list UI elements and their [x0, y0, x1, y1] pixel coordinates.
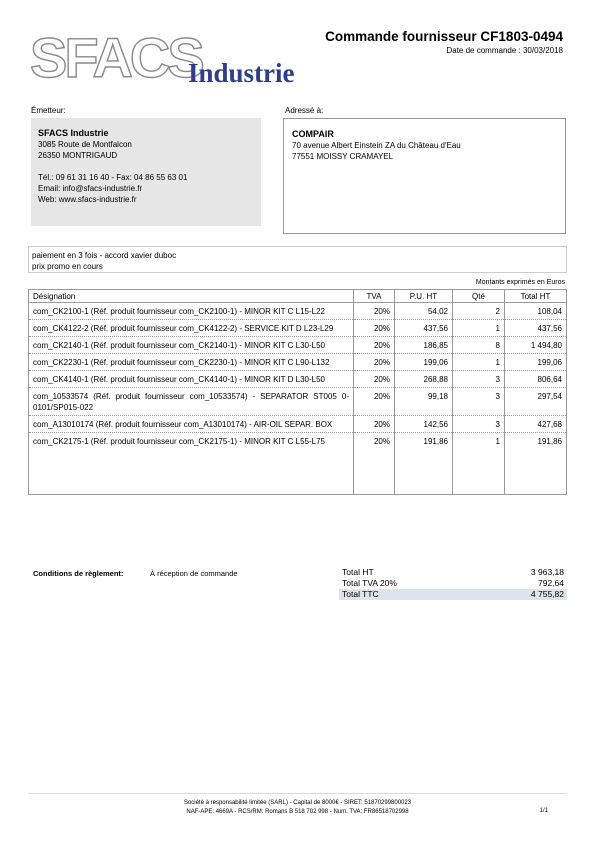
cell-designation: com_CK4122-2 (Réf. produit fournisseur com_CK4122-2) - SERVICE KIT D L23-L29 — [29, 320, 354, 337]
cell-tva: 20% — [354, 354, 395, 371]
cell-quantity: 3 — [453, 416, 505, 433]
header-quantity: Qté — [453, 290, 505, 303]
cell-quantity: 1 — [453, 354, 505, 371]
total-tva-label: Total TVA 20% — [342, 578, 397, 588]
page-number: 1/1 — [539, 808, 548, 814]
emitter-address2: 26350 MONTRIGAUD — [38, 151, 118, 160]
cell-designation: com_CK2175-1 (Réf. produit fournisseur com_CK2175-1) - MINOR KIT C L55-L75 — [29, 433, 354, 450]
recipient-address1: 70 avenue Albert Einstein ZA du Château d'Eau — [292, 141, 461, 150]
logo-brand: SFACS — [30, 26, 202, 89]
company-logo — [30, 26, 330, 90]
total-ht-row — [339, 567, 567, 578]
table-row — [29, 416, 567, 433]
cell-total: 437,56 — [505, 320, 567, 337]
cell-quantity: 3 — [453, 388, 505, 416]
total-ttc-label: Total TTC — [342, 589, 379, 599]
total-tva-row — [339, 578, 567, 589]
table-row — [29, 354, 567, 371]
cell-unit-price: 54,02 — [395, 303, 453, 320]
table-row — [29, 337, 567, 354]
note-line-2: prix promo en cours — [32, 262, 103, 271]
cell-designation: com_10533574 (Réf. produit fournisseur com_10533574) - SEPARATOR ST005 0-0101/SP015-022 — [29, 388, 354, 416]
cell-tva: 20% — [354, 416, 395, 433]
recipient-address2: 77551 MOISSY CRAMAYEL — [292, 152, 394, 161]
cell-total: 1 494,80 — [505, 337, 567, 354]
cell-quantity: 1 — [453, 433, 505, 450]
cell-total: 427,68 — [505, 416, 567, 433]
emitter-address1: 3085 Route de Montfalcon — [38, 140, 132, 149]
cell-designation: com_CK2230-1 (Réf. produit fournisseur com_CK2230-1) - MINOR KIT C L90-L132 — [29, 354, 354, 371]
cell-tva: 20% — [354, 303, 395, 320]
cell-tva: 20% — [354, 337, 395, 354]
payment-terms-value: À réception de commande — [150, 569, 238, 578]
order-lines-table — [28, 289, 567, 495]
footer-line-1: Société à responsabilité limitée (SARL) - Capital de 8000€ - SIRET: 51870299800023 — [183, 800, 412, 806]
table-header-row — [29, 290, 567, 303]
cell-total: 806,64 — [505, 371, 567, 388]
cell-unit-price: 186,85 — [395, 337, 453, 354]
recipient-name: COMPAIR — [292, 129, 334, 139]
table-row — [29, 433, 567, 450]
cell-quantity: 2 — [453, 303, 505, 320]
table-filler-row — [29, 449, 567, 495]
legal-footer — [0, 799, 595, 817]
emitter-web: Web: www.sfacs-industrie.fr — [38, 195, 137, 204]
currency-note: Montants exprimés en Euros — [475, 279, 565, 286]
cell-quantity: 8 — [453, 337, 505, 354]
cell-tva: 20% — [354, 320, 395, 337]
emitter-box — [31, 118, 261, 226]
payment-terms-label: Conditions de règlement: — [33, 569, 124, 578]
order-date: Date de commande : 30/03/2018 — [446, 46, 563, 55]
cell-unit-price: 191,86 — [395, 433, 453, 450]
cell-designation: com_CK2100-1 (Réf. produit fournisseur com_CK2100-1) - MINOR KIT C L15-L22 — [29, 303, 354, 320]
emitter-name: SFACS Industrie — [38, 128, 109, 138]
cell-quantity: 3 — [453, 371, 505, 388]
cell-unit-price: 437,56 — [395, 320, 453, 337]
table-row — [29, 320, 567, 337]
document-title: Commande fournisseur CF1803-0494 — [325, 29, 563, 44]
cell-unit-price: 142,56 — [395, 416, 453, 433]
emitter-email: Email: info@sfacs-industrie.fr — [38, 184, 143, 193]
footer-divider — [28, 793, 567, 794]
recipient-box — [283, 118, 566, 234]
cell-total: 108,04 — [505, 303, 567, 320]
emitter-label: Émetteur: — [31, 106, 66, 115]
cell-designation: com_CK4140-1 (Réf. produit fournisseur com_CK4140-1) - MINOR KIT D L30-L50 — [29, 371, 354, 388]
header-unit-price: P.U. HT — [395, 290, 453, 303]
cell-total: 199,06 — [505, 354, 567, 371]
header-tva: TVA — [354, 290, 395, 303]
total-ttc-row — [339, 589, 567, 600]
emitter-phone: Tél.: 09 61 31 16 40 - Fax: 04 86 55 63 01 — [38, 173, 188, 182]
cell-unit-price: 99,18 — [395, 388, 453, 416]
cell-total: 297,54 — [505, 388, 567, 416]
total-ttc-value: 4 755,82 — [530, 589, 564, 599]
header-designation: Désignation — [29, 290, 354, 303]
cell-total: 191,86 — [505, 433, 567, 450]
cell-tva: 20% — [354, 371, 395, 388]
cell-designation: com_A13010174 (Réf. produit fournisseur com_A13010174) - AIR-OIL SEPAR. BOX — [29, 416, 354, 433]
table-row — [29, 371, 567, 388]
cell-unit-price: 268,88 — [395, 371, 453, 388]
total-tva-value: 792,64 — [538, 578, 564, 588]
note-line-1: paiement en 3 fois - accord xavier duboc — [32, 251, 177, 260]
cell-quantity: 1 — [453, 320, 505, 337]
table-row — [29, 388, 567, 416]
footer-line-2: NAF-APE: 4669A - RCS/RM: Romans B 518 702 998 - Num. TVA: FR86518702998 — [186, 809, 409, 815]
total-ht-value: 3 963,18 — [530, 567, 564, 577]
totals-block — [339, 567, 567, 600]
logo-subtitle: Industrie — [188, 58, 295, 88]
total-ht-label: Total HT — [342, 567, 374, 577]
cell-unit-price: 199,06 — [395, 354, 453, 371]
table-row — [29, 303, 567, 320]
cell-designation: com_CK2140-1 (Réf. produit fournisseur com_CK2140-1) - MINOR KIT C L30-L50 — [29, 337, 354, 354]
order-notes — [28, 246, 567, 273]
cell-tva: 20% — [354, 388, 395, 416]
header-total: Total HT — [505, 290, 567, 303]
cell-tva: 20% — [354, 433, 395, 450]
recipient-label: Adressé à: — [285, 106, 324, 115]
